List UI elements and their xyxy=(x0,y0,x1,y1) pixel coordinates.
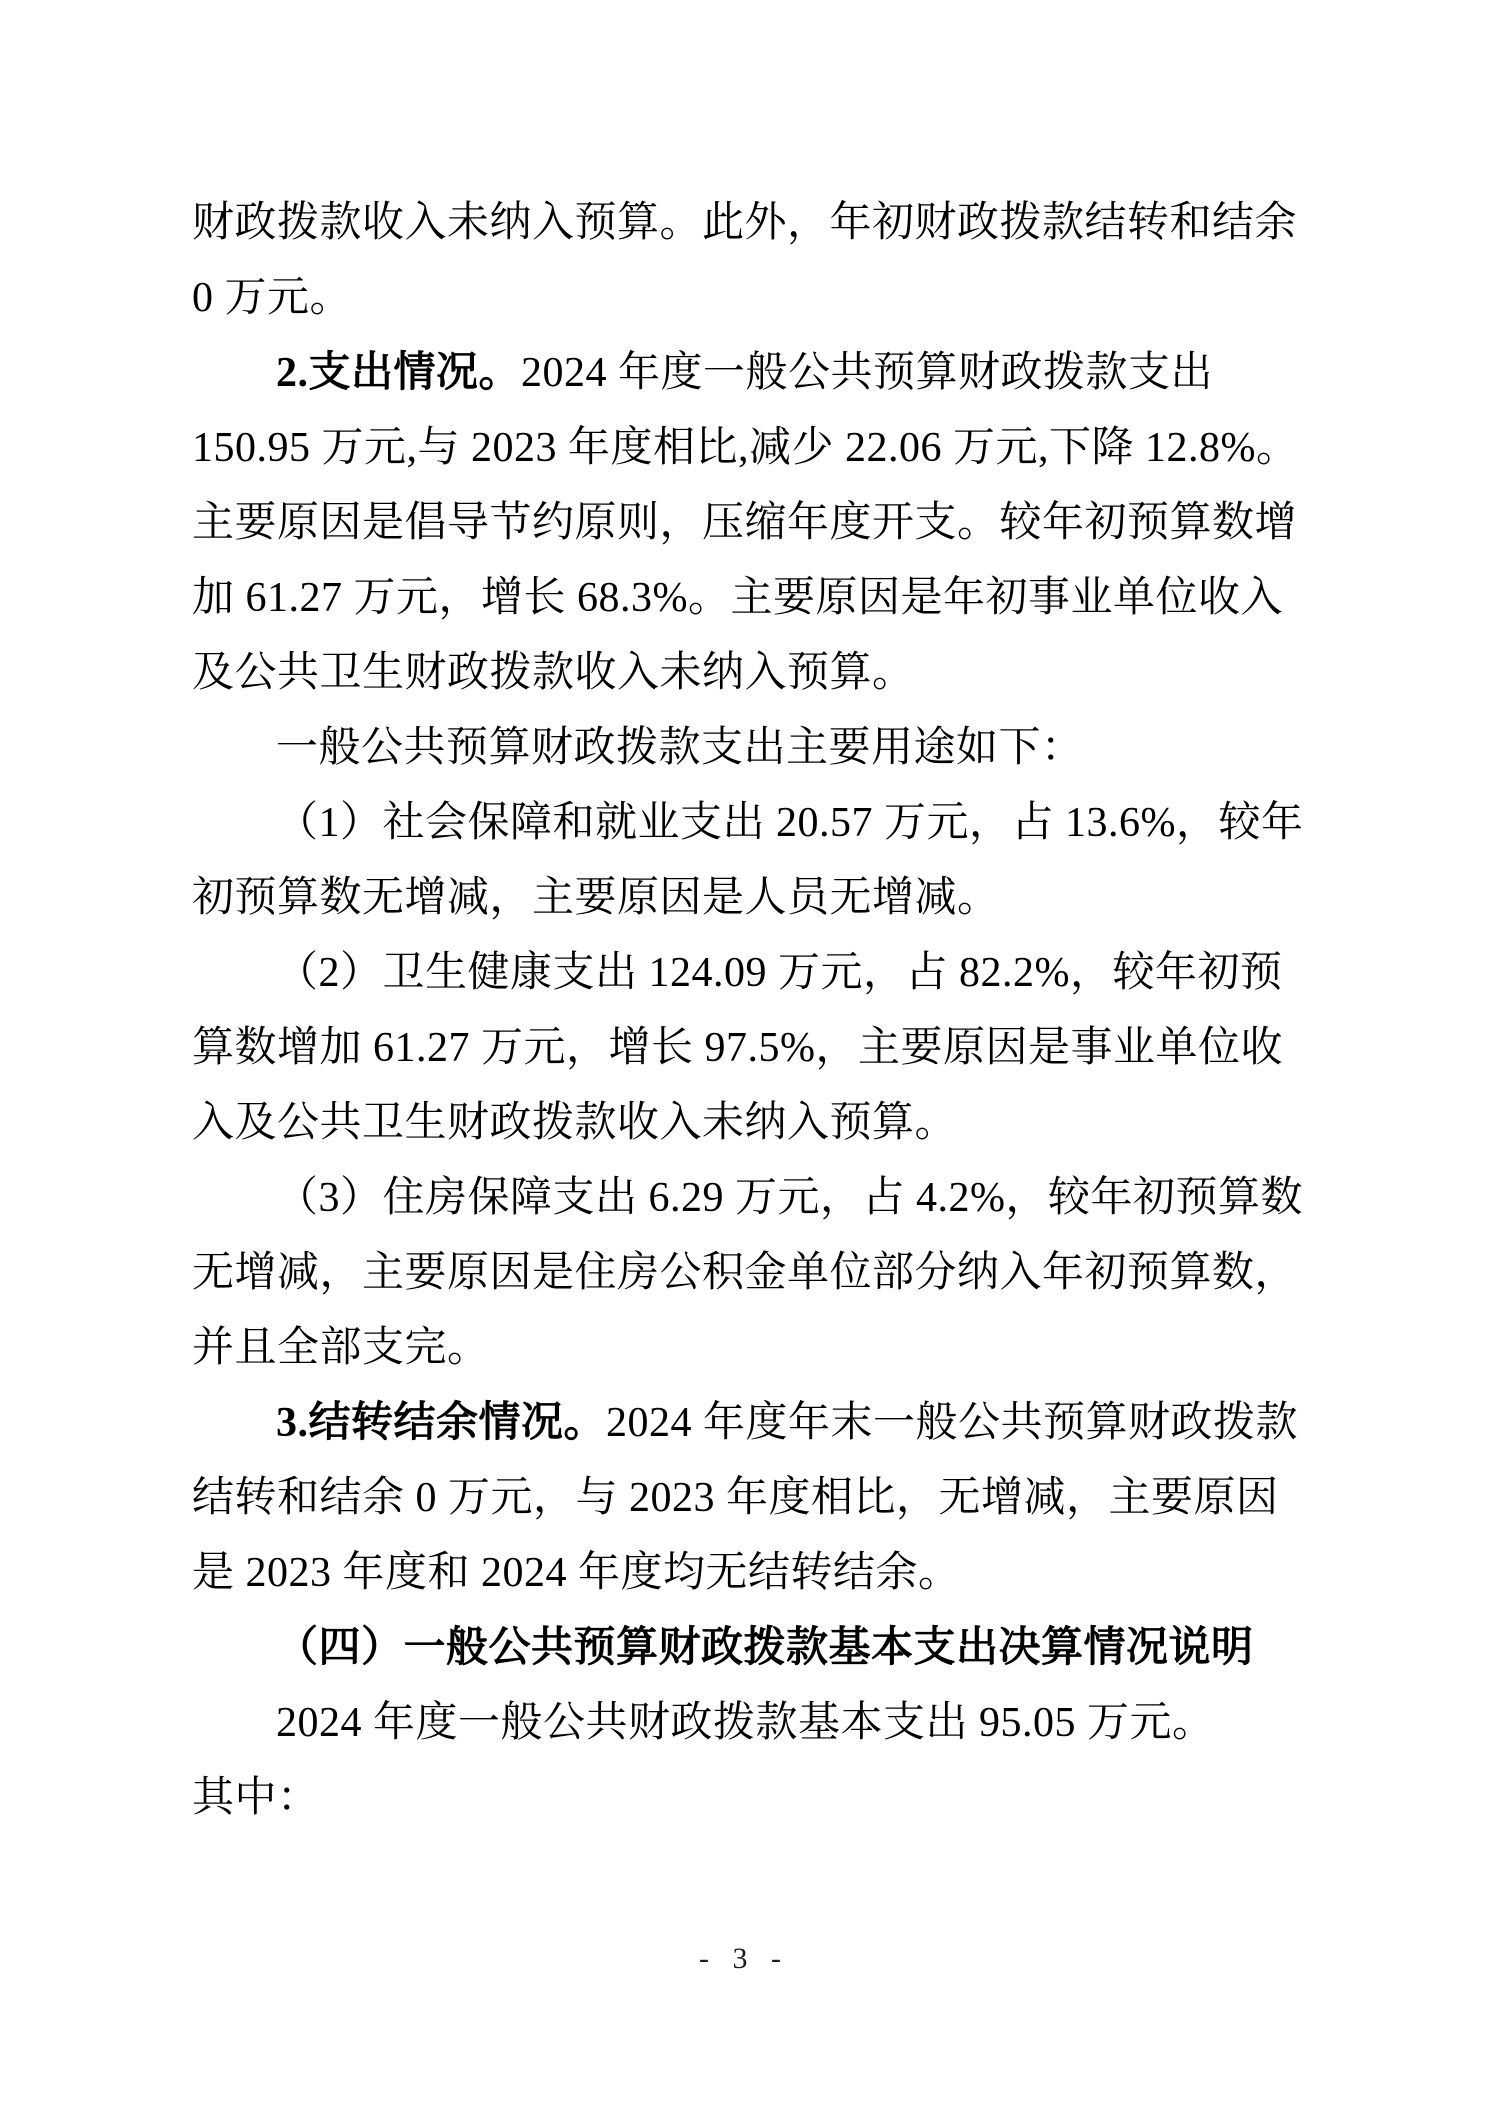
text-line-item-3 xyxy=(192,1161,1324,1236)
line-text: 及公共卫生财政拨款收入未纳入预算。 xyxy=(192,650,915,696)
text-line-section-3-heading xyxy=(192,1386,1324,1461)
line-text: 财政拨款收入未纳入预算。此外，年初财政拨款结转和结余 xyxy=(192,200,1298,246)
text-line xyxy=(192,1686,1324,1761)
line-text: 150.95 万元,与 2023 年度相比,减少 22.06 万元,下降 12.8%。 xyxy=(192,425,1299,471)
text-line xyxy=(192,636,1324,711)
line-text: 结转和结余 0 万元，与 2023 年度相比，无增减，主要原因 xyxy=(192,1475,1279,1521)
text-line xyxy=(192,861,1324,936)
text-line xyxy=(192,711,1324,786)
line-text: 无增减，主要原因是住房公积金单位部分纳入年初预算数， xyxy=(192,1250,1298,1296)
text-line-item-1 xyxy=(192,786,1324,861)
text-line xyxy=(192,1311,1324,1386)
line-text: 算数增加 61.27 万元，增长 97.5%，主要原因是事业单位收 xyxy=(192,1025,1283,1071)
text-line xyxy=(192,561,1324,636)
text-line xyxy=(192,411,1324,486)
line-text: （2）卫生健康支出 124.09 万元，占 82.2%，较年初预 xyxy=(276,950,1283,996)
text-line xyxy=(192,1236,1324,1311)
text-line-item-2 xyxy=(192,936,1324,1011)
line-text: 2024 年度一般公共预算财政拨款支出 xyxy=(521,350,1214,396)
text-line-section-2-heading xyxy=(192,336,1324,411)
text-line xyxy=(192,1011,1324,1086)
line-bold-lead: 2.支出情况。 xyxy=(276,350,522,396)
line-text: 入及公共卫生财政拨款收入未纳入预算。 xyxy=(192,1100,958,1146)
line-text: 2024 年度年末一般公共预算财政拨款 xyxy=(606,1400,1299,1446)
line-text: 是 2023 年度和 2024 年度均无结转结余。 xyxy=(192,1550,961,1596)
line-text: 加 61.27 万元，增长 68.3%。主要原因是年初事业单位收入 xyxy=(192,575,1283,621)
text-line-section-4-heading xyxy=(192,1611,1324,1686)
line-bold-lead: （四）一般公共预算财政拨款基本支出决算情况说明 xyxy=(276,1625,1254,1671)
text-line xyxy=(192,1086,1324,1161)
text-line xyxy=(192,1536,1324,1611)
line-text: 初预算数无增减，主要原因是人员无增减。 xyxy=(192,875,1000,921)
line-bold-lead: 3.结转结余情况。 xyxy=(276,1400,607,1446)
page-number: - 3 - xyxy=(699,1942,789,1975)
text-line xyxy=(192,186,1324,261)
text-line xyxy=(192,486,1324,561)
text-line xyxy=(192,1761,1324,1836)
line-text: （1）社会保障和就业支出 20.57 万元，占 13.6%，较年 xyxy=(276,800,1304,846)
line-text: 其中： xyxy=(192,1775,320,1821)
line-text: （3）住房保障支出 6.29 万元，占 4.2%，较年初预算数 xyxy=(276,1175,1303,1221)
line-text: 0 万元。 xyxy=(192,275,353,321)
text-line xyxy=(192,261,1324,336)
document-body xyxy=(192,186,1324,1836)
line-text: 并且全部支完。 xyxy=(192,1325,490,1371)
line-text: 2024 年度一般公共财政拨款基本支出 95.05 万元。 xyxy=(276,1700,1215,1746)
text-line xyxy=(192,1461,1324,1536)
line-text: 一般公共预算财政拨款支出主要用途如下： xyxy=(276,725,1084,771)
line-text: 主要原因是倡导节约原则，压缩年度开支。较年初预算数增 xyxy=(192,500,1298,546)
